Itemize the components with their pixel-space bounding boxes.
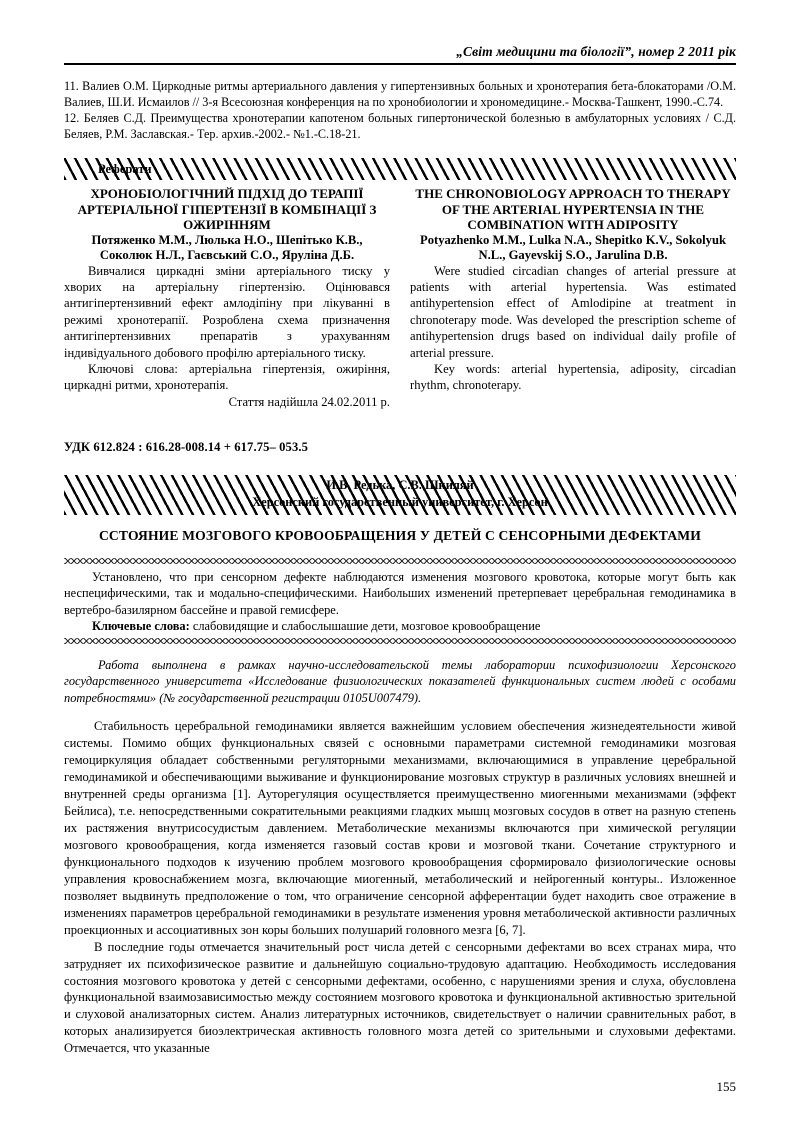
abstract-title-en: THE CHRONOBIOLOGY APPROACH TO THERAPY OF THE ARTERIAL HYPERTENSIA IN THE COMBINATION WITH ADIPOSITY [415,186,731,232]
abstract-keywords-en: Key words: arterial hypertensia, adiposity, circadian rhythm, chronoterapy. [410,361,736,393]
abstract-column-en [410,186,736,409]
section-spacer [64,410,736,440]
reference-item: 12. Беляев С.Д. Преимущества хронотерапии капотеном больных гипертонической болезнью в амбулаторных условиях / С.Д. Беляев, Р.М. Заславская.- Тер. архив.-2002.- №1.-С.18-21. [64,110,736,141]
udk-code: УДК 612.824 : 616.28-008.14 + 617.75– 053.5 [64,439,308,454]
abstract-authors-uk: Потяженко М.М., Люлька Н.О., Шепітько К.В., Соколюк Н.Л., Гаєвський С.О., Яруліна Д.Б. [91,233,363,262]
abstract-wave-top [64,558,736,565]
funding-note: Работа выполнена в рамках научно-исследовательской темы лаборатории психофизиологии Херсонского государственного университета «Исследование физиологических показателей функциональных систем людей с особами потребностями» (№ государственной регистрации 0105U007479). [64,657,736,705]
article-keywords-line [64,618,736,635]
article-abstract-text: Установлено, что при сенсорном дефекте наблюдаются изменения мозгового кровотока, которые могут быть как неспецифическими, так и модально-специфическими. Наибольших изменений претерпевает церебральная гемодинамика в вертебро-базилярном бассейне и правой гемисфере. [64,569,736,617]
referaty-label: Реферати [98,162,152,177]
abstract-wave-bottom [64,638,736,645]
keywords-label: Ключевые слова: [92,619,190,634]
article-affiliation: Херсонский государственный университет, г. Херсон [252,494,548,509]
abstract-text-en: Were studied circadian changes of arterial pressure at patients with arterial hypertensia. Was estimated antihypertension effect of Amlodipine at treatment in chronoterapy mode. Was developed the prescription scheme of antihypertension drugs based on individual daily profile of arterial pressure. [410,263,736,360]
abstract-title-uk: ХРОНОБІОЛОГІЧНИЙ ПІДХІД ДО ТЕРАПІЇ АРТЕРІАЛЬНОЇ ГІПЕРТЕНЗІЇ В КОМБІНАЦІЇ З ОЖИРІННЯМ [77,186,377,232]
abstract-authors-en: Potyazhenko M.M., Lulka N.A., Shepitko K.V., Sokolyuk N.L., Gayevskij S.O., Jarulina D.B. [420,233,726,262]
page-number: 155 [716,1079,736,1094]
reference-item: 11. Валиев О.М. Циркодные ритмы артериального давления у гипертензивных больных и хронотерапия бета-блокаторами /О.М. Валиев, Ш.И. Исмаилов // 3-я Всесоюзная конференция на по хронобиологии и хрономедицине.- Москва-Ташкент, 1990.-С.74. [64,79,736,109]
reference-list [64,79,736,142]
keywords-text: слабовидящие и слабослышашие дети, мозговое кровообращение [189,619,541,634]
article-abstract-block [64,565,736,638]
abstract-keywords-uk: Ключові слова: артеріальна гіпертензія, ожиріння, циркадні ритми, хронотерапія. [64,361,390,393]
article-body [64,718,736,1057]
article-authors-band [64,475,736,515]
abstract-body-en [410,263,736,394]
article-authors: И.В. Редька, С.В. Шкиляй [326,477,474,492]
running-head-rule [64,63,736,65]
title-spacer [64,544,736,558]
abstracts-columns [64,186,736,409]
abstract-column-uk [64,186,390,409]
abstract-text-uk: Вивчалися циркадні зміни артеріального тиску у хворих на артеріальну гіпертензію. Оцінювався антигіпертензивний ефект амлодіпіну при лікуванні в режимі хронотерапії. Розроблена схема призначення антигіпертензивних препаратів з урахуванням індивідуального добового профілю артеріального тиску. [64,263,390,360]
body-paragraph: Стабильность церебральной гемодинамики является важнейшим условием обеспечения жизнедеятельности живой системы. Помимо общих функциональных связей с основными параметрами системной гемодинамики мозговая гемоциркуляция обладает собственными регуляторными механизмами, включающимися в управление церебральной гемодинамикой и обеспечивающими выживание и функционирование мозговых структур в различных условиях внешней и внутренней среды организма [1]. Ауторегуляция осуществляется преимущественно миогенными механизмами (эффект Бейлиса), т.е. непосредственными сократительными реакциями гладких мышц мозговых сосудов в ответ на разную степень их растяжения внутрисосудистым давлением. Метаболические механизмы включаются при химической регуляции мозгового кровообращения, когда изменяется газовый состав крови и мозговой ткани. Сочетание структурного и функционального подходов к изучению проблем мозгового кровообращения сформировало физиологические основы управления кровоснабжением мозга, включающие миогенный, метаболический и нейрогенный контуры.. Изложенное позволяет выдвинуть предположение о том, что ограничение сенсорной афферентации будет находить свое отражение в изменениях параметров церебральной гемодинамики в результате изменения уровня метаболической активности различных проекционных и ассоциативных зон коры больших полушарий головного мезга [6, 7]. [64,719,736,937]
article-title: ССТОЯНИЕ МОЗГОВОГО КРОВООБРАЩЕНИЯ У ДЕТЕЙ С СЕНСОРНЫМИ ДЕФЕКТАМИ [98,527,702,543]
body-paragraph: В последние годы отмечается значительный рост числа детей с сенсорными дефектами во всех странах мира, что затрудняет их психофизическое развитие и дальнейшую социально-трудовую адаптацию. Необходимость исследования состояния мозгового кровотока у детей с сенсорными дефектами, особенно, с нарушениями зрения и слуха, обусловлена функциональной взаимозависимостью между состоянием мозгового кровотока и функциональной активностью зрительной и слуховой анализаторных систем. Анализ литературных источников, свидетельствует о наличии сравнительных работ, в которых анализируется биоэлектрическая активность головного мозга детей со зрительными и слуховыми дефектами. Отмечается, что указанные [64,939,736,1056]
abstract-body-uk [64,263,390,394]
referaty-section-band [64,158,736,180]
page-content [64,0,736,1057]
abstract-received-date: Стаття надійшла 24.02.2011 р. [228,394,390,409]
running-head: „Світ медицини та біології”, номер 2 2011 рік [456,44,736,59]
